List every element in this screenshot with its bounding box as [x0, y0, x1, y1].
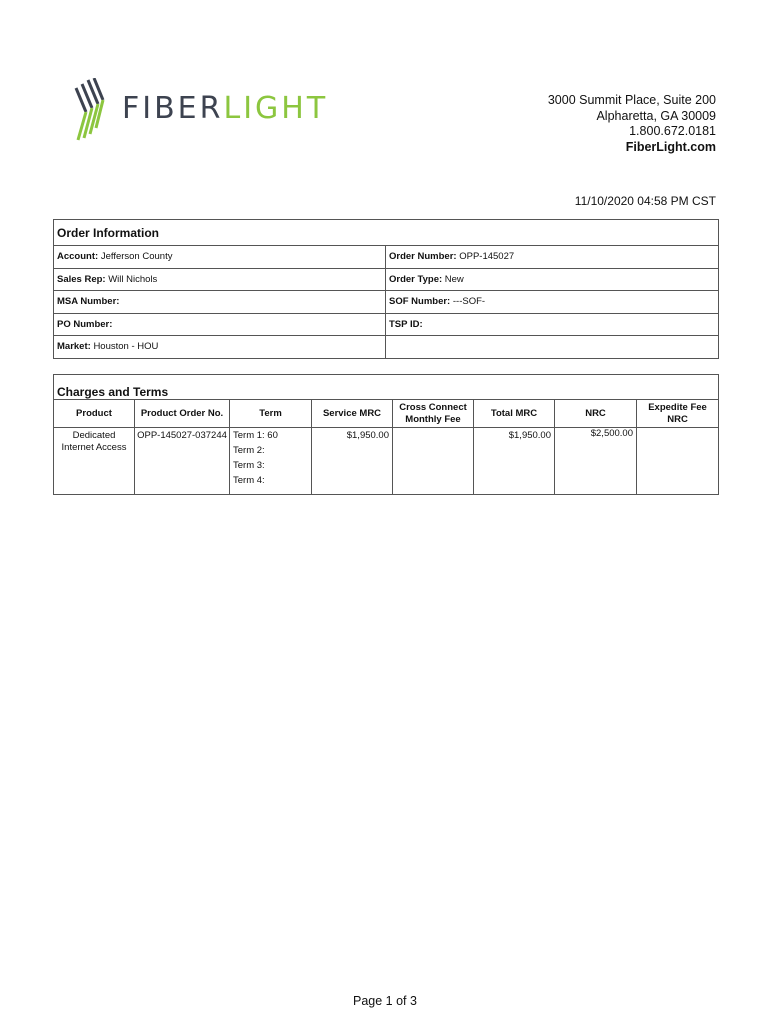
term4: Term 4:	[233, 475, 265, 486]
charges-and-terms-table	[53, 374, 719, 495]
sales-rep-label: Sales Rep:	[57, 273, 106, 285]
order-number-label: Order Number:	[389, 251, 457, 263]
cell-product	[54, 428, 135, 495]
company-website: FiberLight.com	[625, 139, 716, 154]
account-label: Account:	[57, 251, 99, 263]
page-number: Page 1 of 3	[353, 994, 417, 1008]
sof-number-label: SOF Number:	[389, 296, 451, 308]
fiberlight-logo	[74, 78, 344, 148]
order-number-value: OPP-145027	[459, 251, 515, 263]
cell-total-mrc: $1,950.00	[474, 428, 555, 495]
cell-product-order-no: OPP-145027-037244	[135, 428, 230, 495]
cell-cross-connect	[393, 428, 474, 495]
cell-expedite-fee	[637, 428, 719, 495]
tsp-id-cell	[386, 313, 719, 336]
header-nrc: NRC	[555, 400, 637, 428]
product-line1: Dedicated	[72, 430, 116, 441]
market-value: Houston - HOU	[93, 341, 159, 353]
term3: Term 3:	[233, 460, 265, 471]
header-product: Product	[54, 400, 135, 428]
tsp-id-label: TSP ID:	[389, 318, 423, 330]
logo-wordmark	[122, 91, 329, 126]
product-line2: Internet Access	[61, 442, 127, 453]
header-term: Term	[230, 400, 312, 428]
cell-nrc: $2,500.00	[555, 428, 637, 495]
order-type-cell	[386, 268, 719, 291]
address-line1: 3000 Summit Place, Suite 200	[547, 93, 716, 107]
cell-service-mrc: $1,950.00	[312, 428, 393, 495]
header-total-mrc: Total MRC	[474, 400, 555, 428]
sales-rep-cell	[54, 268, 386, 291]
po-number-cell	[54, 313, 386, 336]
charges-and-terms-title: Charges and Terms	[54, 375, 719, 400]
header-product-order-no: Product Order No.	[135, 400, 230, 428]
market-label: Market:	[57, 341, 91, 353]
msa-number-cell	[54, 291, 386, 314]
sof-number-cell	[386, 291, 719, 314]
logo-wordmark-light: LIGHT	[223, 91, 329, 126]
cell-term	[230, 428, 312, 495]
address-line2: Alpharetta, GA 30009	[596, 108, 716, 123]
company-phone: 1.800.672.0181	[629, 124, 716, 138]
header-expedite-line1: Expedite Fee	[648, 401, 707, 413]
fiberlight-logo-mark-icon	[74, 78, 118, 148]
header-service-mrc: Service MRC	[312, 400, 393, 428]
header-expedite-fee	[637, 400, 719, 428]
order-information-title: Order Information	[54, 220, 719, 246]
logo-wordmark-fiber: FIBER	[122, 91, 224, 126]
sof-number-value: ---SOF-	[452, 296, 486, 308]
header-cross-connect-line1: Cross Connect	[399, 401, 467, 413]
header-cross-connect-line2: Monthly Fee	[405, 413, 461, 425]
msa-number-label: MSA Number:	[57, 296, 120, 308]
term1: Term 1: 60	[233, 430, 278, 441]
account-value: Jefferson County	[100, 251, 173, 263]
account-cell	[54, 246, 386, 269]
market-cell	[54, 336, 386, 359]
company-address	[548, 93, 716, 155]
order-information-table	[53, 219, 719, 359]
table-row	[54, 428, 719, 495]
term2: Term 2:	[233, 445, 265, 456]
order-type-value: New	[444, 273, 464, 285]
sales-rep-value: Will Nichols	[108, 273, 158, 285]
header-expedite-line2: NRC	[667, 413, 688, 425]
empty-cell	[386, 336, 719, 359]
header-cross-connect	[393, 400, 474, 428]
order-number-cell	[386, 246, 719, 269]
document-timestamp: 11/10/2020 04:58 PM CST	[574, 194, 716, 208]
po-number-label: PO Number:	[57, 318, 113, 330]
order-type-label: Order Type:	[389, 273, 443, 285]
